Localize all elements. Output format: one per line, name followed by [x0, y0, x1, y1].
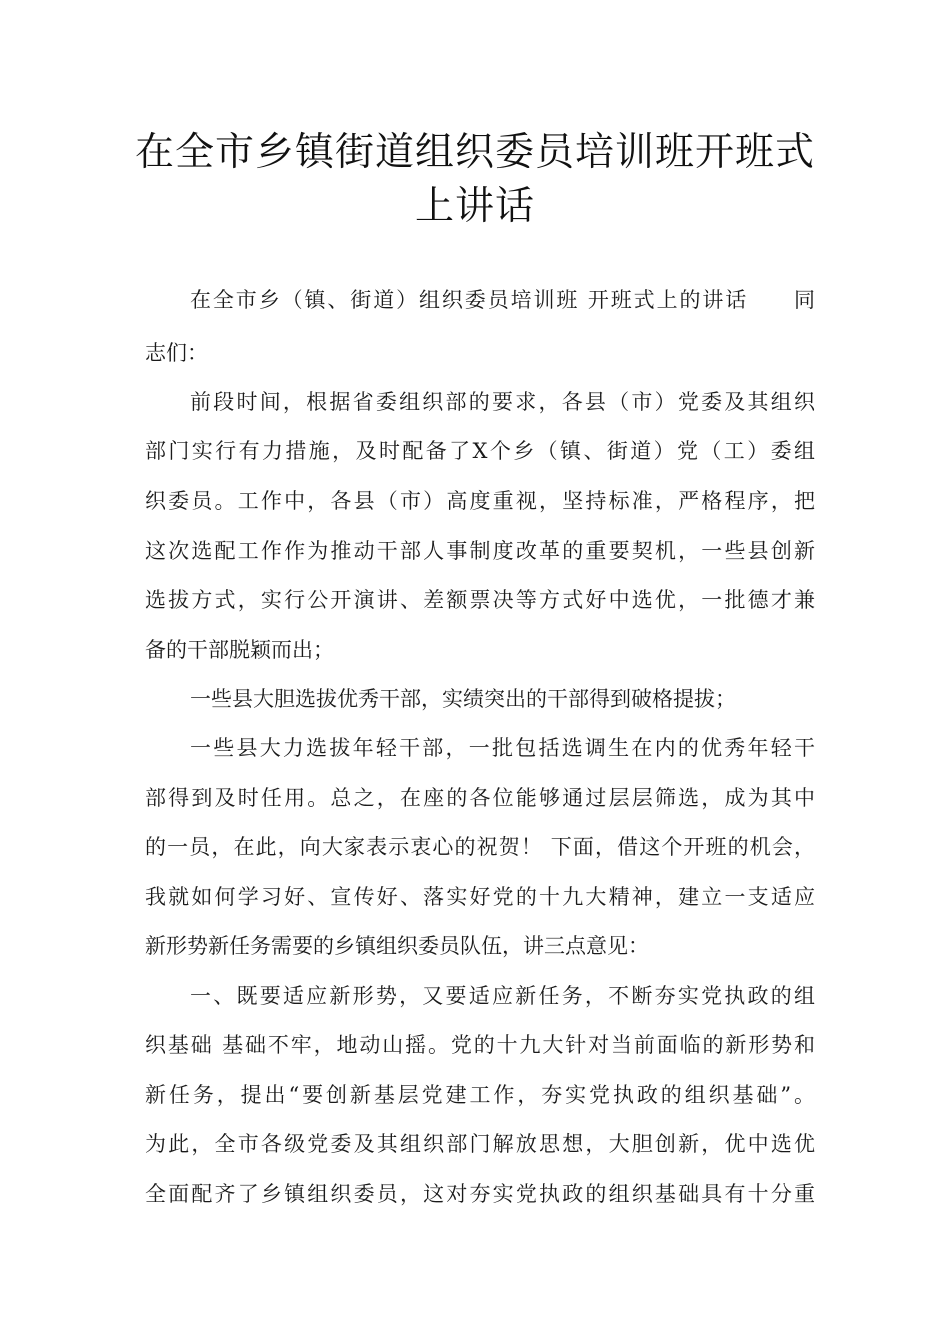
body-line-3: 前段时间，根据省委组织部的要求，各县（市）党委及其组织	[190, 390, 815, 414]
body-line-7: 选拔方式，实行公开演讲、差额票决等方式好中选优，一批德才兼	[145, 588, 815, 612]
body-line-19: 全面配齐了乡镇组织委员，这对夯实党执政的组织基础具有十分重	[145, 1182, 815, 1206]
body-line-2: 志们：	[145, 341, 208, 365]
body-line-8: 备的干部脱颖而出；	[145, 638, 334, 662]
body-line-6: 这次选配工作作为推动干部人事制度改革的重要契机，一些县创新	[145, 539, 815, 563]
body-line-1: 在全市乡（镇、街道）组织委员培训班 开班式上的讲话 同	[190, 288, 815, 312]
body-line-9: 一些县大胆选拔优秀干部，实绩突出的干部得到破格提拔；	[190, 687, 736, 711]
body-line-4: 部门实行有力措施，及时配备了X个乡（镇、街道）党（工）委组	[145, 439, 815, 463]
body-line-11: 部得到及时任用。总之，在座的各位能够通过层层筛选，成为其中	[145, 786, 815, 810]
body-line-12: 的一员，在此，向大家表示衷心的祝贺！ 下面，借这个开班的机会，	[145, 835, 815, 859]
document-title-line-2: 上讲话	[414, 184, 535, 229]
document-title-line-1: 在全市乡镇街道组织委员培训班开班式	[134, 130, 815, 175]
body-line-16: 织基础 基础不牢，地动山摇。党的十九大针对当前面临的新形势和	[145, 1033, 815, 1057]
body-line-15: 一、既要适应新形势，又要适应新任务，不断夯实党执政的组	[190, 984, 815, 1008]
body-line-17: 新任务，提出“要创新基层党建工作，夯实党执政的组织基础”。	[145, 1083, 815, 1107]
body-line-13: 我就如何学习好、宣传好、落实好党的十九大精神，建立一支适应	[145, 885, 815, 909]
body-line-10: 一些县大力选拔年轻干部，一批包括选调生在内的优秀年轻干	[190, 736, 815, 760]
body-line-18: 为此，全市各级党委及其组织部门解放思想，大胆创新，优中选优	[145, 1132, 815, 1156]
body-line-5: 织委员。工作中，各县（市）高度重视，坚持标准，严格程序，把	[145, 489, 815, 513]
body-line-14: 新形势新任务需要的乡镇组织委员队伍，讲三点意见：	[145, 934, 649, 958]
